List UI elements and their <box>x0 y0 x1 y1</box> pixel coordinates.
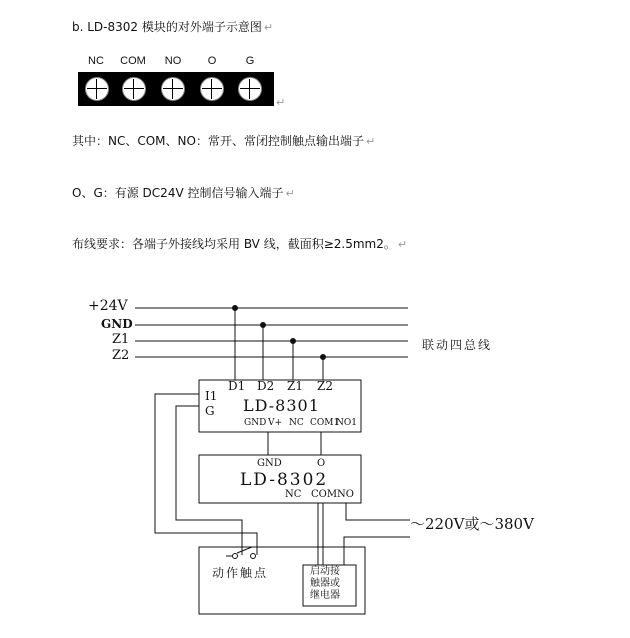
terminal-label-g: G <box>245 55 255 67</box>
bus-label-gnd: GND <box>101 317 133 331</box>
ld8302-pin-com: COM <box>311 489 338 500</box>
note-text: 布线要求：各端子外接线均采用 BV 线，截面积≥2.5mm2。 <box>72 237 396 251</box>
ld8301-pin-d1: D1 <box>228 379 246 393</box>
bus-name: 联动四总线 <box>422 338 493 352</box>
note-text: 其中：NC、COM、NO：常开、常闭控制触点输出端子 <box>72 134 364 148</box>
terminal-label-o: O <box>207 55 217 67</box>
ld8301-pin-vplus: V+ <box>268 418 283 428</box>
return-mark: ↵ <box>276 96 286 109</box>
bus-label-24v: +24V <box>88 298 128 314</box>
ld8302-name: LD-8302 <box>240 470 329 490</box>
heading-text: b. LD-8302 模块的对外端子示意图 <box>72 20 262 34</box>
return-mark: ↵ <box>263 21 274 34</box>
note-text: O、G：有源 DC24V 控制信号输入端子 <box>72 186 284 200</box>
ld8301-pin-z2: Z2 <box>317 379 333 393</box>
action-contact-label: 动作触点 <box>212 566 269 580</box>
terminal-label-nc: NC <box>88 55 104 67</box>
ld8301-pin-d2: D2 <box>257 379 275 393</box>
power-label: ～220V或～380V <box>410 515 534 533</box>
ld8301-pin-no1: NO1 <box>336 418 357 428</box>
ld8301-pin-gnd: GND <box>244 418 267 428</box>
ld8302-pin-no: NO <box>337 489 354 500</box>
terminal-label-no: NO <box>164 55 182 67</box>
starter-label-line-2: 触器或 <box>310 578 340 589</box>
starter-label-line-3: 继电器 <box>310 590 340 601</box>
return-mark: ↵ <box>285 187 295 200</box>
bus-label-z2: Z2 <box>112 348 130 363</box>
ld8301-pin-i1: I1 <box>205 389 218 403</box>
ld8302-pin-gnd: GND <box>257 458 282 469</box>
terminal-label-com: COM <box>120 55 146 67</box>
ld8301-pin-g: G <box>205 404 215 418</box>
starter-label-line-1: 启动接 <box>310 566 340 577</box>
ld8301-name: LD-8301 <box>243 396 320 415</box>
return-mark: ↵ <box>365 135 376 148</box>
return-mark: ↵ <box>397 238 408 251</box>
ld8301-pin-nc: NC <box>289 418 304 428</box>
ld8301-pin-z1: Z1 <box>287 379 303 393</box>
ld8302-pin-nc: NC <box>285 489 302 500</box>
bus-label-z1: Z1 <box>112 332 130 347</box>
ld8301-pin-com1: COM1 <box>310 418 340 428</box>
ld8302-pin-o: O <box>317 458 326 469</box>
